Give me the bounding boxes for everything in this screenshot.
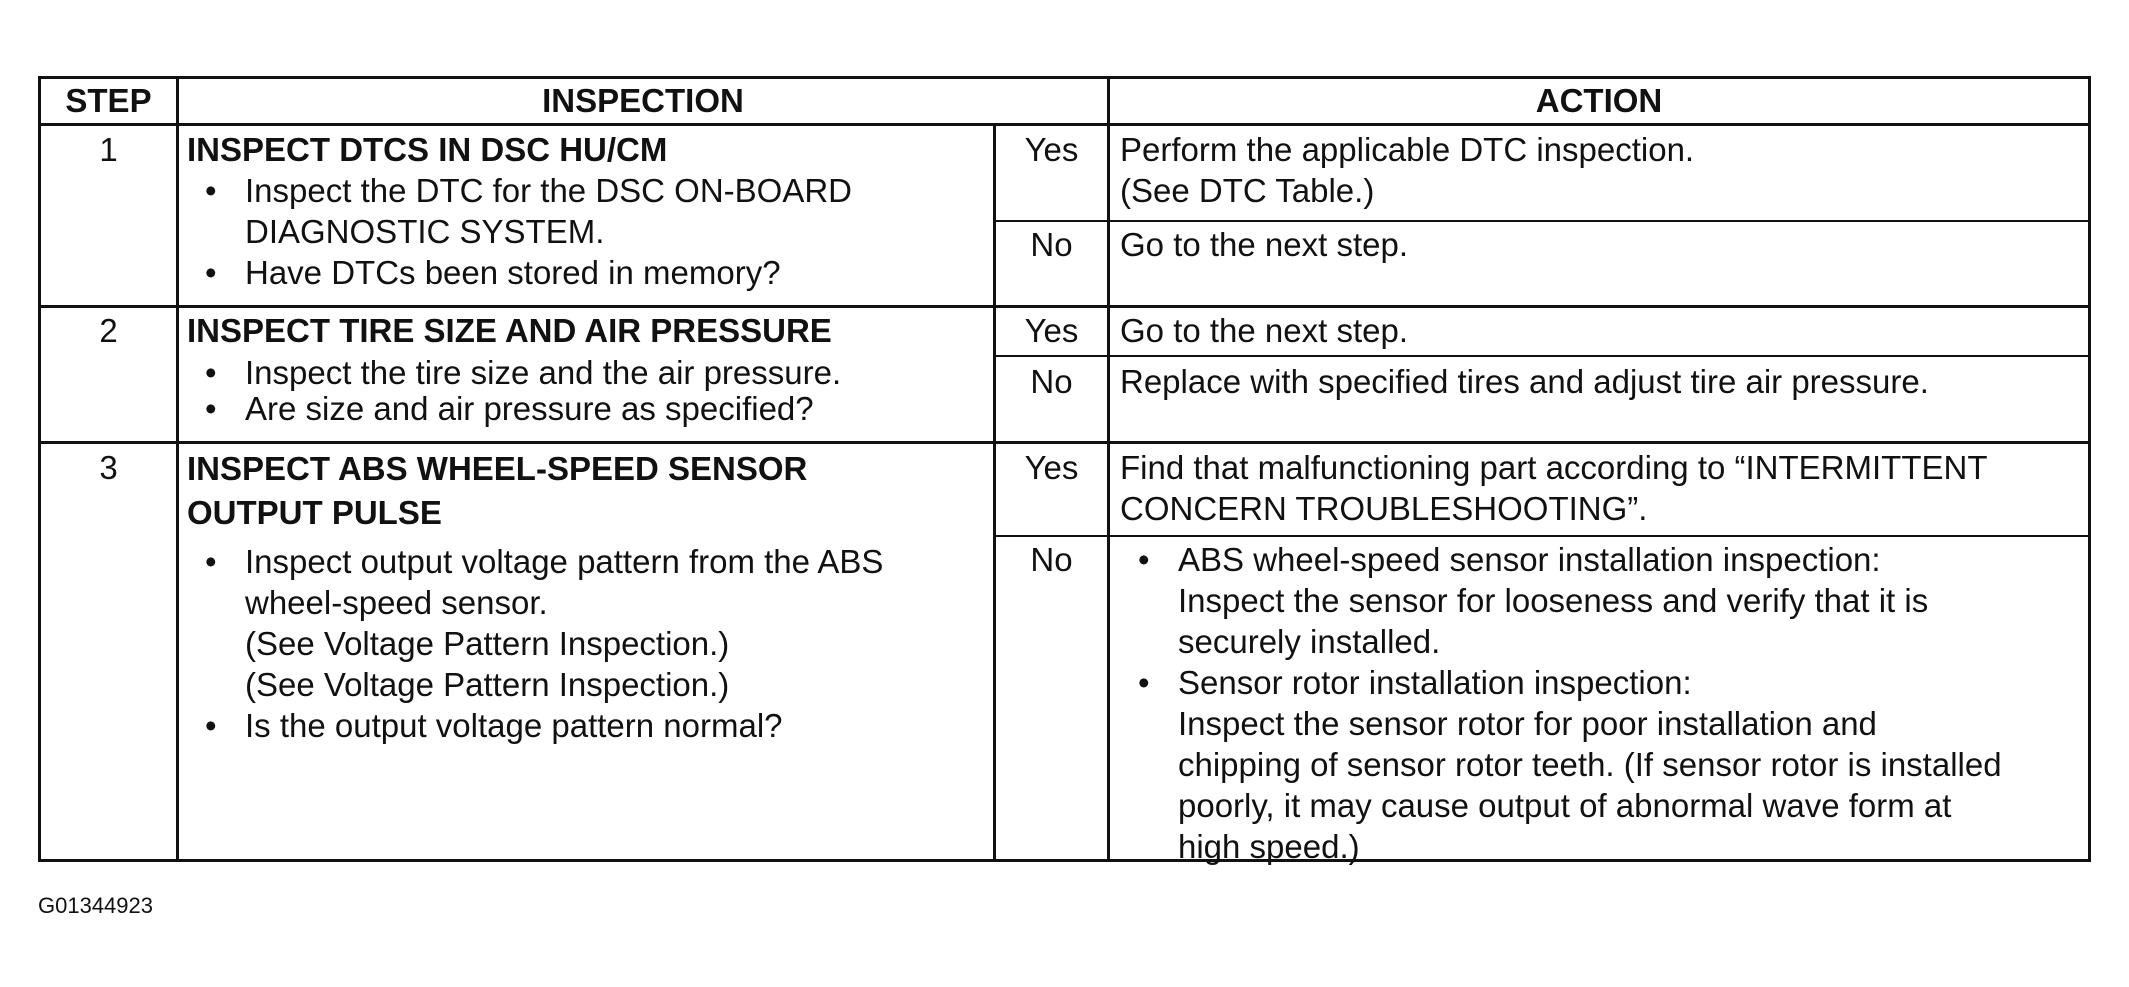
step1-answer-divider [993, 220, 2088, 222]
step-3-no-action [1120, 539, 2080, 867]
step-1-bullet-2: Have DTCs been stored in memory? [245, 254, 781, 291]
step-1-bullets [187, 170, 987, 293]
step-3-no-bullet-2: Sensor rotor installation inspection: Inspect the sensor rotor for poor installation and chipping of sensor rotor teeth. (If sensor rotor is installed poorly, it may cause output of abnormal wave form at high speed.) [1178, 664, 2002, 865]
step-1-bullet-1: Inspect the DTC for the DSC ON-BOARD DIAGNOSTIC SYSTEM. [245, 172, 853, 250]
step-3-bullet-1: Inspect output voltage pattern from the ABS wheel-speed sensor. (See Voltage Pattern Inspection.) (See Voltage Pattern Inspection.) [245, 543, 884, 703]
list-item [1120, 539, 2080, 662]
step-1-yes-action: Perform the applicable DTC inspection. (See DTC Table.) [1120, 131, 1695, 209]
step-2-bullets [187, 355, 987, 427]
step-3-no-bullets [1120, 539, 2080, 867]
step-1-title: INSPECT DTCS IN DSC HU/CM [187, 131, 668, 168]
column-divider-action [1107, 79, 1110, 859]
step-3-yes-action: Find that malfunctioning part according to “INTERMITTENT CONCERN TROUBLESHOOTING”. [1120, 449, 1988, 527]
step-number-2: 2 [99, 312, 118, 349]
step-divider-2 [41, 441, 2088, 444]
step-2-no-label: No [1030, 363, 1073, 400]
step-3-no-label: No [1030, 541, 1073, 578]
figure-code: G01344923 [38, 893, 153, 918]
step-3-no-bullet-1: ABS wheel-speed sensor installation inspection: Inspect the sensor for looseness and verify that it is securely installed. [1178, 541, 1929, 660]
step-1-inspection [187, 129, 987, 293]
list-item [187, 391, 987, 427]
step-1-yes-label: Yes [1024, 131, 1079, 168]
header-divider [41, 123, 2088, 126]
step-1-no-label: No [1030, 226, 1073, 263]
step-1-no-action: Go to the next step. [1120, 226, 1409, 263]
step-2-no-action: Replace with specified tires and adjust tire air pressure. [1120, 363, 1929, 400]
list-item [1120, 662, 2080, 867]
step-2-title: INSPECT TIRE SIZE AND AIR PRESSURE [187, 312, 832, 349]
step-3-bullet-2: Is the output voltage pattern normal? [245, 707, 783, 744]
list-item [187, 705, 987, 746]
step-3-title: INSPECT ABS WHEEL-SPEED SENSOR OUTPUT PULSE [187, 450, 808, 531]
bullet-icon: • [205, 354, 217, 391]
step3-answer-divider [993, 535, 2088, 537]
step-2-inspection [187, 310, 987, 427]
header-action: ACTION [1535, 82, 1663, 119]
step-3-yes-label: Yes [1024, 449, 1079, 486]
bullet-icon: • [205, 390, 217, 427]
bullet-icon: • [205, 254, 217, 291]
bullet-icon: • [205, 172, 217, 209]
troubleshooting-table [38, 76, 2091, 865]
step-3-inspection [187, 447, 987, 746]
column-divider-step [176, 79, 179, 859]
header-inspection: INSPECTION [542, 82, 744, 119]
bullet-icon: • [1138, 541, 1150, 578]
step-number-1: 1 [99, 131, 118, 168]
step-2-bullet-2: Are size and air pressure as specified? [245, 390, 814, 427]
step-divider-1 [41, 305, 2088, 308]
header-step: STEP [65, 82, 152, 119]
list-item [187, 355, 987, 391]
list-item [187, 252, 987, 293]
step-2-bullet-1: Inspect the tire size and the air pressure. [245, 354, 842, 391]
bullet-icon: • [205, 707, 217, 744]
step-2-yes-action: Go to the next step. [1120, 312, 1409, 349]
list-item [187, 541, 987, 705]
bullet-icon: • [1138, 664, 1150, 701]
list-item [187, 170, 987, 252]
step2-answer-divider [993, 355, 2088, 357]
step-2-yes-label: Yes [1024, 312, 1079, 349]
step-number-3: 3 [99, 449, 118, 486]
step-3-bullets [187, 541, 987, 746]
bullet-icon: • [205, 543, 217, 580]
